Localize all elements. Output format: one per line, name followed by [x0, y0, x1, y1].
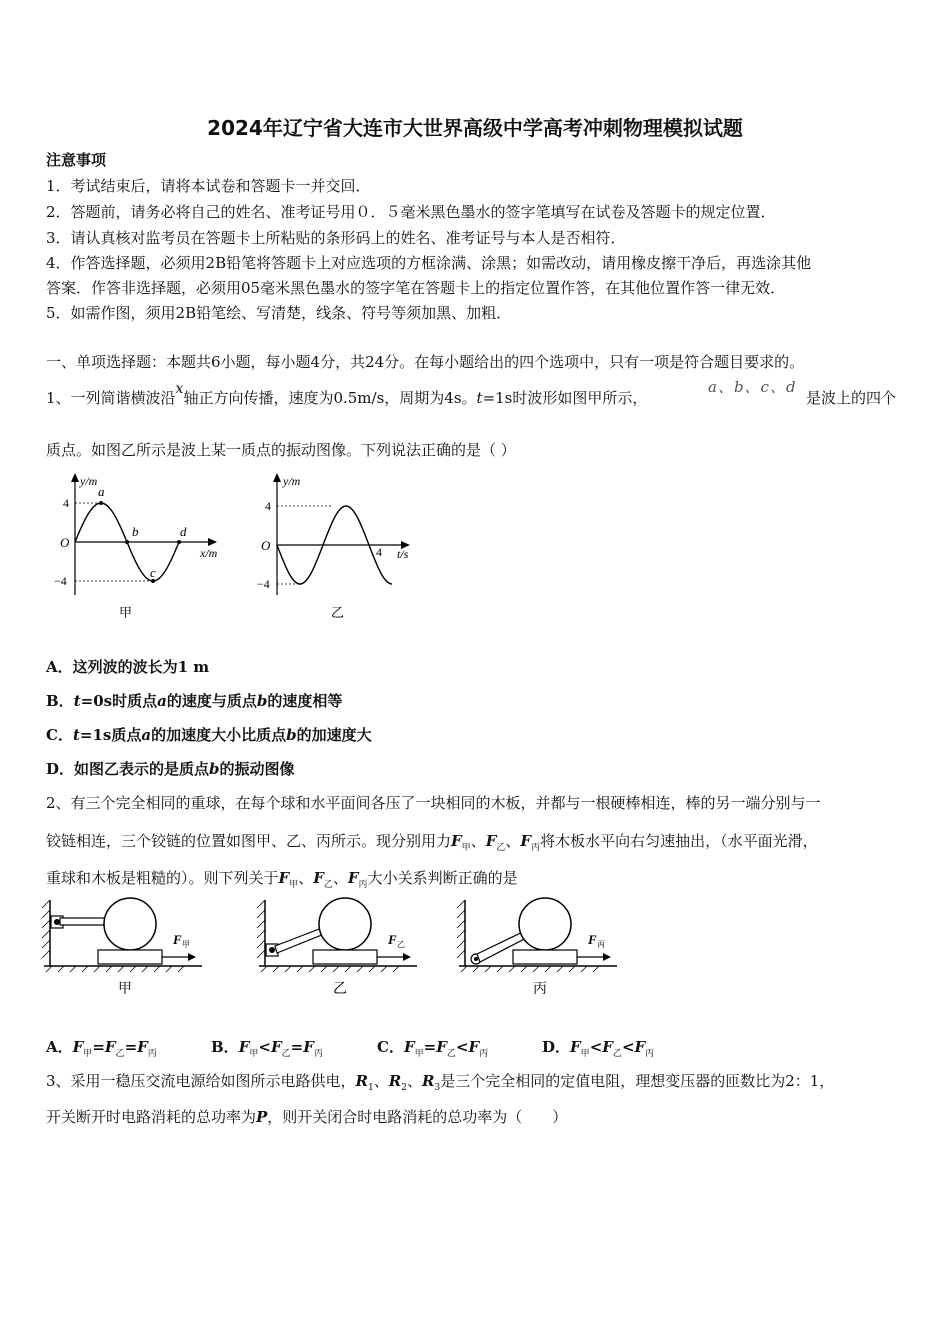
- hinge-pin: [474, 957, 478, 961]
- var-b: b: [256, 692, 268, 710]
- vibration-graph-yi: [255, 470, 435, 630]
- ball: [319, 898, 371, 950]
- q1-stem-end: 是波上的四个: [806, 389, 897, 407]
- q3-stem-line1: [46, 1071, 834, 1098]
- x-axis-label: x/m: [200, 546, 218, 560]
- var-F: F: [278, 869, 290, 887]
- opt-text: 的加速度大: [296, 726, 372, 744]
- ball: [519, 898, 571, 950]
- stem-text: 铰链相连，三个铰链的位置如图甲、乙、丙所示。现分别用力: [46, 832, 452, 850]
- var-F: F: [634, 1038, 646, 1056]
- notice-item-4-cont: 答案．作答非选择题，必须用05毫米黑色墨水的签字笔在答题卡上的指定位置作答，在其他位置作答一律无效．: [46, 279, 786, 297]
- board: [513, 950, 577, 964]
- notice-item-4: 4．作答选择题，必须用2B铅笔将答题卡上对应选项的方框涂满、涂黑；如需改动，请用橡皮擦干净后，再选涂其他: [46, 254, 812, 272]
- opt-text: D．如图乙表示的是质点: [46, 760, 210, 778]
- ytick-bottom: −4: [54, 574, 67, 588]
- q1-option-c: [46, 725, 372, 745]
- var-R: R: [421, 1072, 435, 1090]
- sep: 、: [298, 869, 314, 887]
- sub: 乙: [115, 1049, 125, 1059]
- sep: 、: [406, 1072, 422, 1090]
- xtick-4: 4: [376, 545, 382, 559]
- sub: 丙: [479, 1049, 489, 1059]
- notice-item-5: 5．如需作图，须用2B铅笔绘、写清楚，线条、符号等须加黑、加粗．: [46, 304, 512, 322]
- ground-hatch: [461, 966, 599, 972]
- ball-figure-jia: [40, 896, 210, 1001]
- opt-label: B．: [211, 1038, 239, 1056]
- wall-hatch: [457, 900, 465, 958]
- figure-caption: 乙: [333, 982, 347, 997]
- q1-var-x: x: [175, 381, 184, 397]
- sub: 乙: [281, 1049, 291, 1059]
- stem-text: 重球和木板是粗糙的）。则下列关于: [46, 869, 279, 887]
- ball-figure-bing: [455, 896, 625, 1001]
- hinge-pin: [54, 919, 60, 925]
- opt-label: A．: [46, 1038, 73, 1056]
- sep: 、: [373, 1072, 389, 1090]
- q1-stem-part: =1s时波形如图甲所示，: [482, 389, 648, 407]
- var-t: t: [73, 692, 81, 710]
- rel: =: [290, 1038, 304, 1056]
- origin-label: O: [60, 535, 70, 550]
- q1-stem-part: 轴正方向传播，速度为0.5m/s，周期为4s。: [183, 389, 477, 407]
- rel: =: [124, 1038, 138, 1056]
- graph-caption: 乙: [331, 605, 345, 620]
- sep: 、: [505, 832, 521, 850]
- graph-caption: 甲: [119, 605, 133, 620]
- force-arrowhead: [188, 953, 196, 961]
- rel: <: [621, 1038, 635, 1056]
- sub: 甲: [414, 1049, 424, 1059]
- y-axis-label: y/m: [80, 474, 98, 488]
- var-a: a: [141, 726, 152, 744]
- wall-hatch: [42, 900, 50, 958]
- ball: [104, 898, 156, 950]
- q2-option-d: [542, 1037, 654, 1064]
- point-a: [99, 501, 103, 505]
- var-F: F: [270, 1038, 282, 1056]
- sub: 丙: [147, 1049, 157, 1059]
- var-F: F: [403, 1038, 415, 1056]
- var-F: F: [72, 1038, 84, 1056]
- opt-text: 的速度与质点: [166, 692, 257, 710]
- notice-item-1: 1．考试结束后，请将本试卷和答题卡一并交回．: [46, 177, 371, 195]
- stem-text: 将木板水平向右匀速抽出，（水平面光滑，: [540, 832, 818, 850]
- q2-stem-line1: 2、有三个完全相同的重球，在每个球和水平面间各压了一块相同的木板，并都与一根硬棒相连，棒的另一端分别与一: [46, 794, 821, 812]
- ground-hatch: [46, 966, 184, 972]
- opt-text: =0s时质点: [80, 692, 158, 710]
- y-axis-arrow: [273, 473, 281, 482]
- sep: 、: [470, 832, 486, 850]
- board: [98, 950, 162, 964]
- q1-stem-line2: 质点。如图乙所示是波上某一质点的振动图像。下列说法正确的是（ ）: [46, 441, 516, 459]
- sub: 3: [434, 1083, 441, 1093]
- ytick-top: 4: [63, 496, 69, 510]
- stem-text: ，则开关闭合时电路消耗的总功率为（ ）: [267, 1108, 568, 1126]
- sub: 甲: [83, 1049, 93, 1059]
- force-arrowhead: [403, 953, 411, 961]
- q2-option-a: [46, 1037, 157, 1064]
- section-heading: 一、单项选择题：本题共6小题，每小题4分，共24分。在每小题给出的四个选项中，只有一项是符合题目要求的。: [46, 353, 805, 371]
- figure-caption: 甲: [118, 982, 132, 997]
- rel: <: [258, 1038, 271, 1056]
- q1-option-a: A．这列波的波长为1 m: [46, 658, 210, 676]
- var-F: F: [347, 869, 359, 887]
- opt-text: 的加速度大小比质点: [151, 726, 287, 744]
- var-R: R: [355, 1072, 369, 1090]
- sub-jia: 甲: [461, 843, 471, 853]
- label-c: c: [150, 565, 156, 580]
- var-F: F: [485, 832, 497, 850]
- q2-stem-line2: [46, 831, 818, 858]
- q1-option-b: [46, 691, 342, 711]
- label-a: a: [98, 484, 105, 499]
- sub-bing: 丙: [531, 843, 541, 853]
- y-axis-arrow: [71, 473, 79, 482]
- notice-item-2: 2．答题前，请务必将自己的姓名、准考证号用０．５毫米黑色墨水的签字笔填写在试卷及答题卡的规定位置．: [46, 203, 776, 221]
- sub: 甲: [249, 1049, 259, 1059]
- stem-text: 3、采用一稳压交流电源给如图所示电路供电，: [46, 1072, 356, 1090]
- point-d: [177, 540, 181, 544]
- rel: =: [423, 1038, 437, 1056]
- var-P: P: [256, 1108, 268, 1126]
- q1-stem-part: 1、一列简谐横波沿: [46, 389, 176, 407]
- var-b: b: [286, 726, 297, 744]
- rel: =: [92, 1038, 105, 1056]
- var-F: F: [104, 1038, 116, 1056]
- sep: 、: [332, 869, 348, 887]
- sub-jia: 甲: [289, 880, 299, 890]
- hinge-pin: [269, 947, 275, 953]
- notice-heading: 注意事项: [46, 151, 107, 169]
- var-F: F: [137, 1038, 148, 1056]
- var-F: F: [570, 1038, 581, 1056]
- sub: 乙: [612, 1049, 622, 1059]
- var-F: F: [238, 1038, 250, 1056]
- opt-text: B．: [46, 692, 74, 710]
- sub-yi: 乙: [496, 843, 506, 853]
- q1-points: a、b、c、d: [708, 378, 797, 396]
- var-F: F: [451, 832, 462, 850]
- force-sub: 甲: [182, 940, 190, 949]
- sub: 丙: [645, 1049, 655, 1059]
- sub: 2: [401, 1083, 407, 1093]
- ytick-top: 4: [265, 499, 271, 513]
- rel: <: [589, 1038, 603, 1056]
- var-a: a: [157, 692, 167, 710]
- sub: 甲: [580, 1049, 590, 1059]
- stem-text: 开关断开时电路消耗的总功率为: [46, 1108, 257, 1126]
- sub: 乙: [446, 1049, 456, 1059]
- stem-text: 大小关系判断正确的是: [367, 869, 518, 887]
- opt-text: 的速度相等: [267, 692, 343, 710]
- sub: 丙: [313, 1049, 323, 1059]
- var-b: b: [209, 760, 220, 778]
- point-b: [125, 540, 129, 544]
- label-d: d: [180, 524, 187, 539]
- wall-hatch: [257, 900, 265, 958]
- q1-stem: [46, 381, 648, 409]
- q2-option-c: [377, 1037, 488, 1064]
- ball-figure-yi: [255, 896, 425, 1001]
- var-t: t: [72, 726, 80, 744]
- y-axis-label: y/m: [283, 474, 301, 488]
- var-F: F: [468, 1038, 480, 1056]
- stem-text: 是三个完全相同的定值电阻，理想变压器的匝数比为2：1，: [440, 1072, 835, 1090]
- x-axis-arrow: [208, 538, 217, 546]
- q3-stem-line2: [46, 1107, 567, 1127]
- force-label: F: [388, 932, 397, 947]
- var-F: F: [520, 832, 532, 850]
- wave-graph-jia: [40, 470, 240, 630]
- rel: <: [455, 1038, 469, 1056]
- opt-label: D．: [542, 1038, 571, 1056]
- figure-caption: 丙: [533, 982, 547, 997]
- ytick-bottom: −4: [257, 577, 270, 591]
- board: [313, 950, 377, 964]
- opt-text: C．: [46, 726, 73, 744]
- opt-text: =1s质点: [79, 726, 142, 744]
- q2-stem-line3: [46, 868, 518, 895]
- sub-bing: 丙: [358, 880, 368, 890]
- opt-label: C．: [377, 1038, 404, 1056]
- t-axis-label: t/s: [397, 547, 409, 561]
- force-label: F: [588, 932, 597, 947]
- var-F: F: [303, 1038, 314, 1056]
- sub: 1: [368, 1083, 374, 1093]
- origin-label: O: [261, 538, 271, 553]
- opt-text: 的振动图像: [219, 760, 295, 778]
- label-b: b: [132, 524, 139, 539]
- var-F: F: [602, 1038, 613, 1056]
- var-R: R: [388, 1072, 402, 1090]
- page-title: 2024年辽宁省大连市大世界高级中学高考冲刺物理模拟试题: [207, 116, 743, 140]
- notice-item-3: 3．请认真核对监考员在答题卡上所粘贴的条形码上的姓名、准考证号与本人是否相符．: [46, 229, 626, 247]
- sub-yi: 乙: [323, 880, 333, 890]
- force-sub: 丙: [597, 940, 605, 949]
- ground-hatch: [261, 966, 399, 972]
- var-F: F: [313, 869, 324, 887]
- force-sub: 乙: [397, 940, 405, 949]
- q1-option-d: [46, 759, 295, 779]
- var-F: F: [436, 1038, 447, 1056]
- force-arrowhead: [603, 953, 611, 961]
- q2-option-b: [211, 1037, 323, 1064]
- force-label: F: [173, 932, 182, 947]
- q1-var-t: t: [476, 389, 483, 407]
